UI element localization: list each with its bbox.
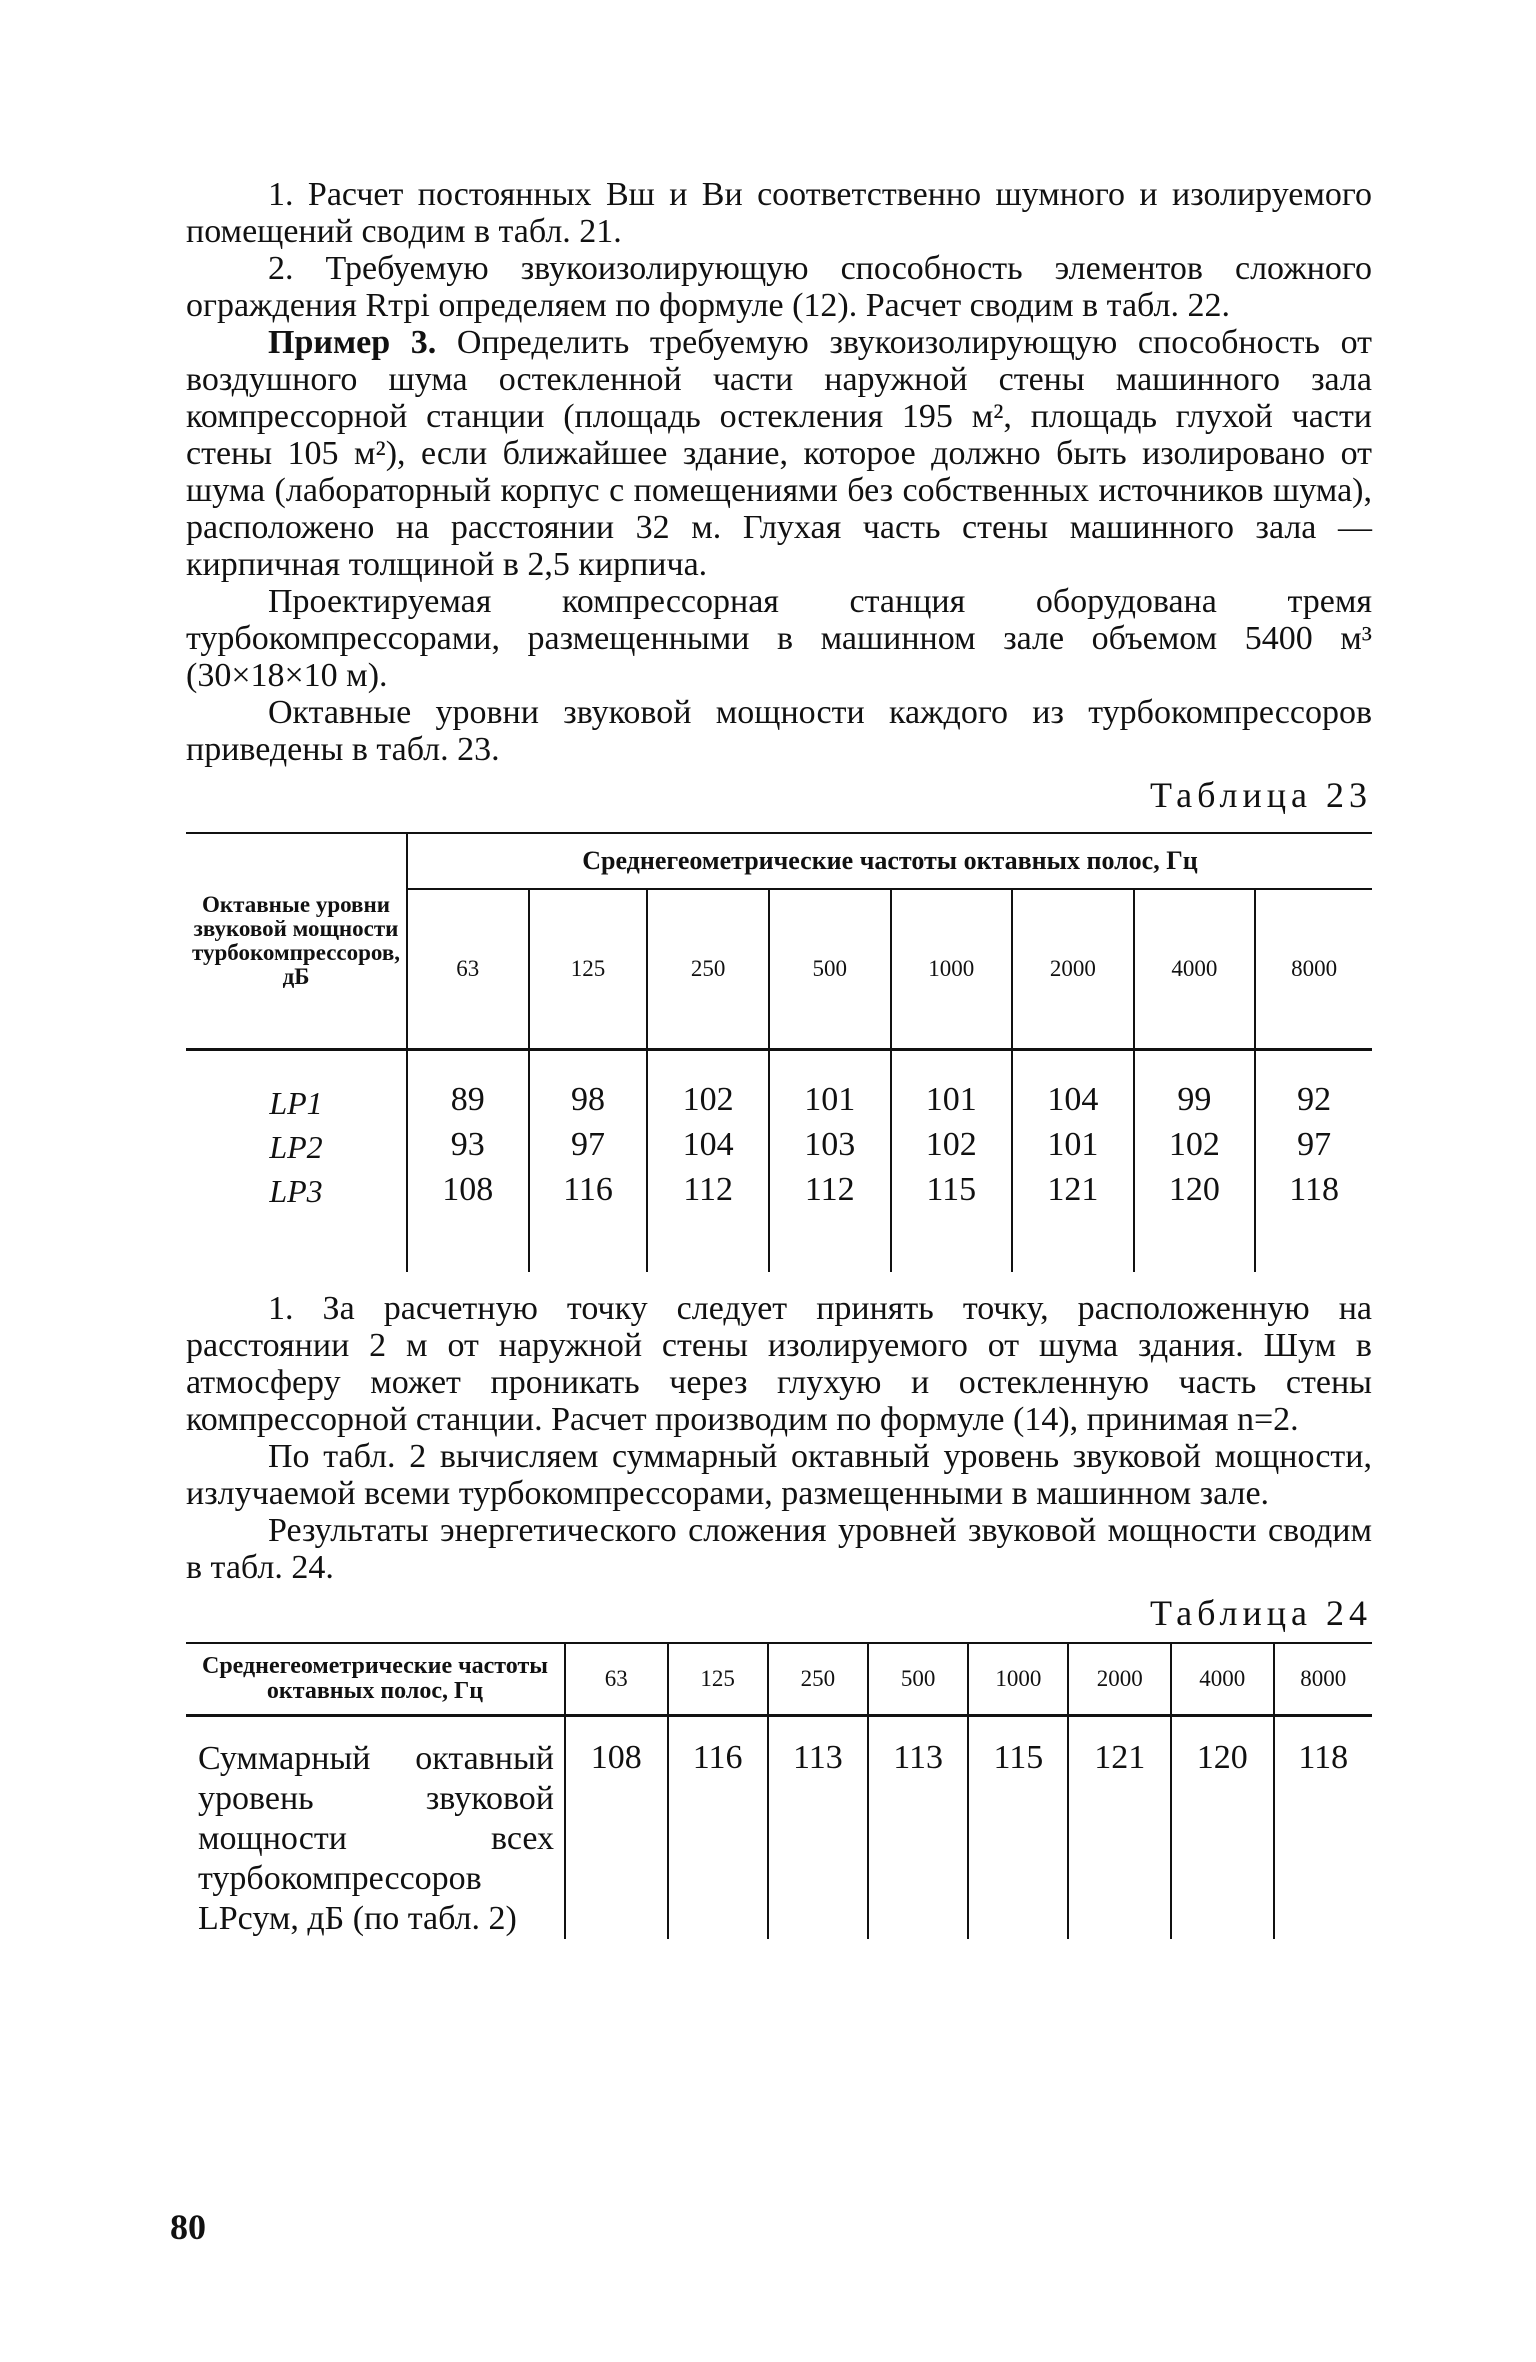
table-24-corner-header: Среднегеометрические частоты октавных полос, Гц xyxy=(186,1643,565,1716)
table-23-col: 104 101 121 xyxy=(1012,1050,1134,1273)
table-24-value: 113 xyxy=(768,1716,868,1940)
table-24-freq: 125 xyxy=(668,1643,768,1716)
table-23-row-labels: LP1 LP2 LP3 xyxy=(186,1050,407,1273)
paragraph-1: 1. Расчет постоянных Bш и Bи соответственно шумного и изолируемого помещений сводим в табл. 21. xyxy=(186,176,1372,250)
table-23-caption: Таблица 23 xyxy=(1150,775,1372,815)
table-23-col: 101 103 112 xyxy=(769,1050,891,1273)
table-24-value: 118 xyxy=(1298,1739,1349,1776)
table-24-freq: 4000 xyxy=(1171,1643,1274,1716)
page-number: 80 xyxy=(170,2207,206,2247)
table-23-col: 99 102 120 xyxy=(1134,1050,1256,1273)
example-label: Пример 3. xyxy=(268,324,437,361)
table-23-col: 89 93 108 xyxy=(407,1050,529,1273)
table-24-freq: 250 xyxy=(768,1643,868,1716)
table-24-caption: Таблица 24 xyxy=(1150,1593,1372,1633)
table-23-col: 102 104 112 xyxy=(647,1050,769,1273)
table-23-freq: 4000 xyxy=(1134,889,1256,1050)
table-23-group-header: Среднегеометрические частоты октавных полос, Гц xyxy=(407,833,1372,889)
paragraph-6: По табл. 2 вычисляем суммарный октавный уровень звуковой мощности, излучаемой всеми турбокомпрессорами, размещенными в машинном зале. xyxy=(186,1438,1372,1512)
table-23-corner-header: Октавные уровни звуковой мощности турбокомпрессоров, дБ xyxy=(186,833,407,1050)
table-23-freq: 500 xyxy=(769,889,891,1050)
table-24-freq: 2000 xyxy=(1068,1643,1171,1716)
paragraph-5: 1. За расчетную точку следует принять точку, расположенную на расстоянии 2 м от наружной стены изолируемого от шума здания. Шум в атмосферу может проникать через глухую и остекленную часть стены компрессорной станции. Расчет производим по формуле (14), принимая n=2. xyxy=(186,1290,1372,1438)
table-24-value: 116 xyxy=(668,1716,768,1940)
table-23-freq: 8000 xyxy=(1255,889,1372,1050)
table-24-value: 108 xyxy=(565,1716,668,1940)
table-23 xyxy=(186,832,1372,1272)
table-24-freq: 63 xyxy=(565,1643,668,1716)
paragraph-3: Проектируемая компрессорная станция оборудована тремя турбокомпрессорами, размещенными в машинном зале объемом 5400 м³ (30×18×10 м). xyxy=(186,583,1372,694)
table-23-freq: 63 xyxy=(407,889,529,1050)
table-24 xyxy=(186,1642,1372,1939)
table-23-freq: 250 xyxy=(647,889,769,1050)
table-24-value: 115 xyxy=(968,1716,1068,1940)
page-content xyxy=(186,176,1372,1939)
table-24-row-label: Суммарный октавный уровень звуковой мощности всех турбокомпрессоров LPсум, дБ (по табл. 2) xyxy=(186,1716,565,1940)
table-23-col: 101 102 115 xyxy=(891,1050,1013,1273)
paragraph-4: Октавные уровни звуковой мощности каждого из турбокомпрессоров приведены в табл. 23. xyxy=(186,694,1372,768)
example-paragraph xyxy=(186,324,1372,583)
table-24-value: 121 xyxy=(1068,1716,1171,1940)
table-24-value: 113 xyxy=(868,1716,968,1940)
table-23-col: 92 97 118 xyxy=(1289,1081,1339,1208)
table-24-freq: 8000 xyxy=(1274,1643,1372,1716)
table-23-freq: 1000 xyxy=(891,889,1013,1050)
table-24-freq: 500 xyxy=(868,1643,968,1716)
paragraph-7: Результаты энергетического сложения уровней звуковой мощности сводим в табл. 24. xyxy=(186,1512,1372,1586)
example-text: Определить требуемую звукоизолирующую способность от воздушного шума остекленной части наружной стены машинного зала компрессорной станции (площадь остекления 195 м², площадь глухой части стены 105 м²), если ближайшее здание, которое должно быть изолировано от шума (лабораторный корпус с помещениями без собственных источников шума), расположено на расстоянии 32 м. Глухая часть стены машинного зала — кирпичная толщиной в 2,5 кирпича. xyxy=(186,324,1372,583)
table-23-freq: 2000 xyxy=(1012,889,1134,1050)
table-23-freq: 125 xyxy=(529,889,648,1050)
table-24-value: 120 xyxy=(1171,1716,1274,1940)
table-23-col: 98 97 116 xyxy=(529,1050,648,1273)
table-24-freq: 1000 xyxy=(968,1643,1068,1716)
paragraph-2: 2. Требуемую звукоизолирующую способность элементов сложного ограждения Rтрi определяем по формуле (12). Расчет сводим в табл. 22. xyxy=(186,250,1372,324)
